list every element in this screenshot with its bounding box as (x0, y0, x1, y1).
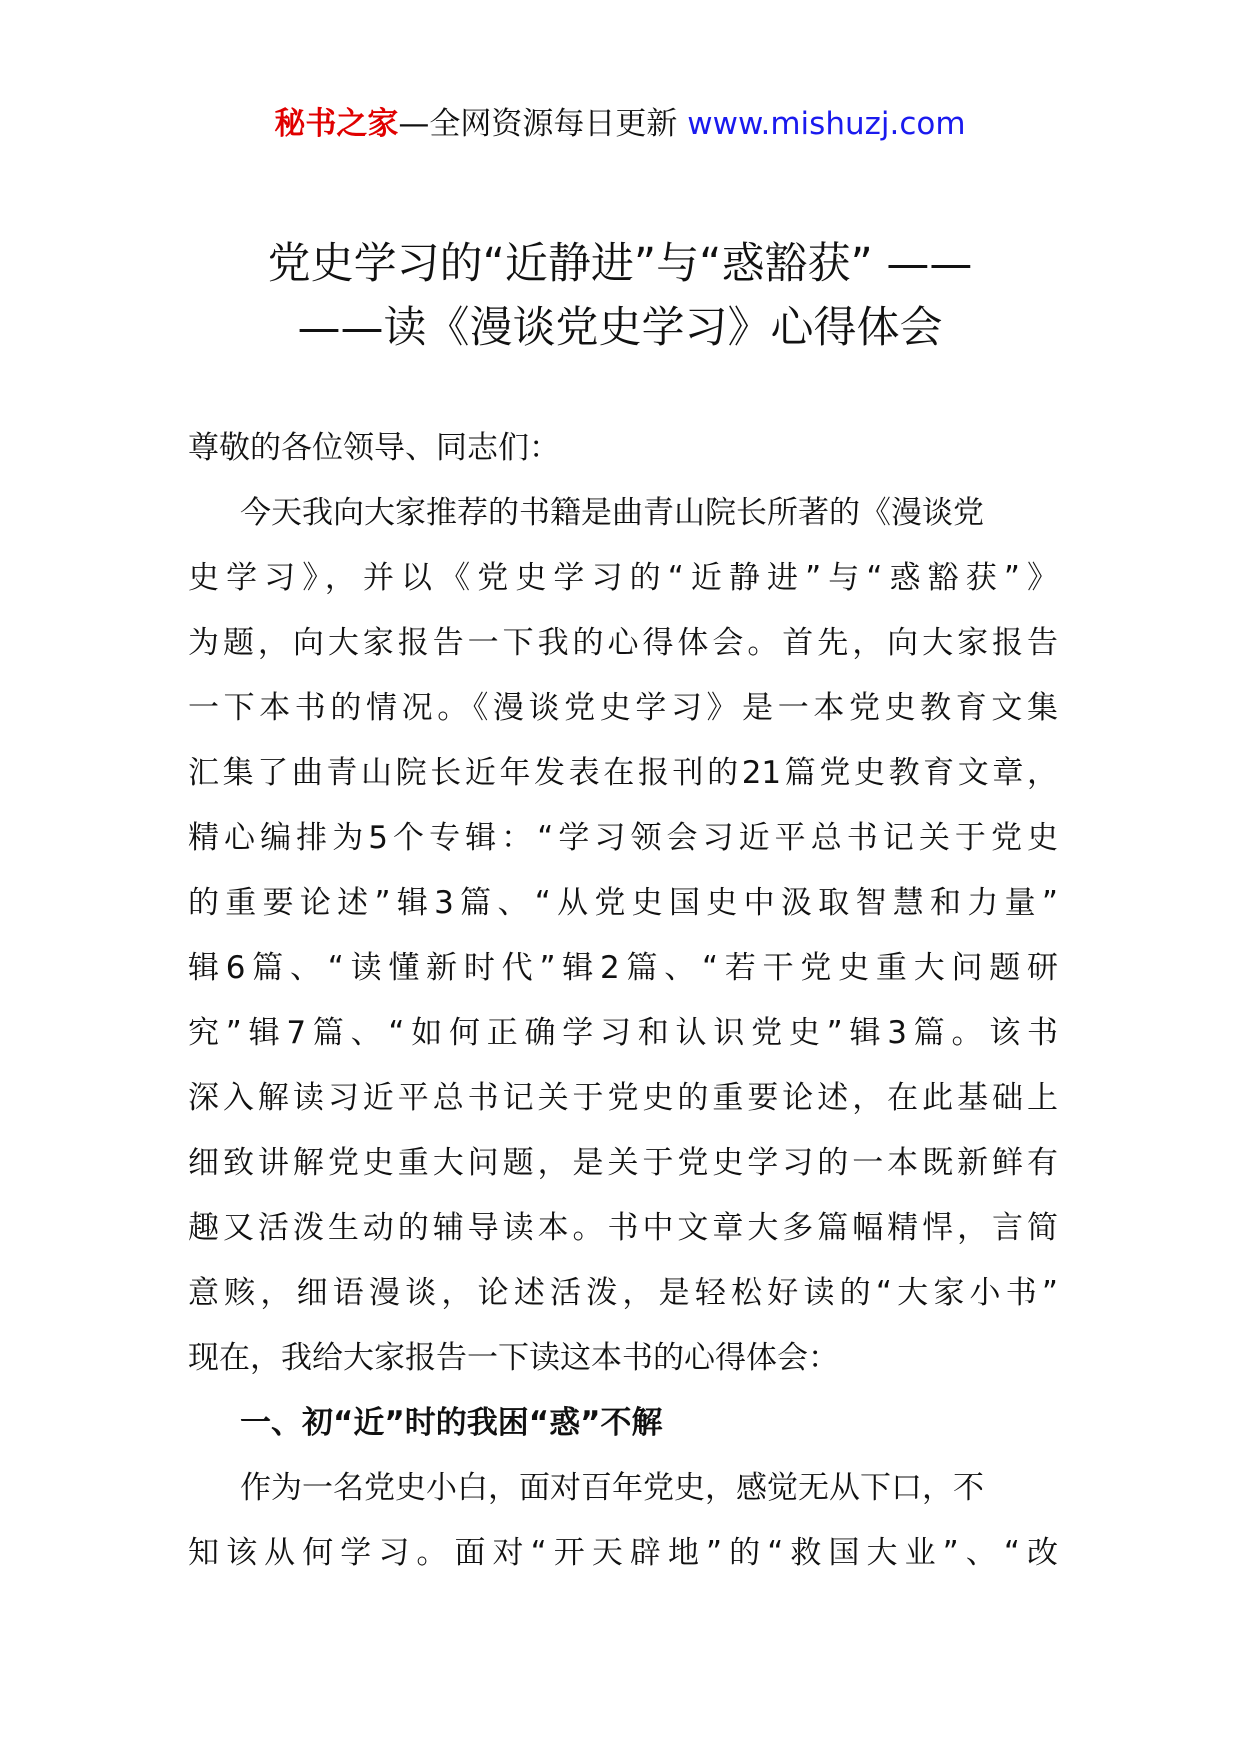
section-heading-1: 一、初“近”时的我困“惑”不解 (240, 1405, 663, 1441)
document-title (0, 232, 1240, 360)
paragraph-line: 一下本书的情况。《漫谈党史学习》是一本党史教育文集 (188, 690, 1058, 726)
paragraph-line: 知该从何学习。面对“开天辟地”的“救国大业”、“改 (188, 1535, 1058, 1571)
salutation: 尊敬的各位领导、同志们： (188, 430, 560, 466)
paragraph-line: 史学习》，并以《党史学习的“近静进”与“惑豁获”》 (188, 560, 1058, 596)
paragraph-line: 精心编排为5个专辑：“学习领会习近平总书记关于党史 (188, 820, 1058, 856)
paragraph-line: 作为一名党史小白，面对百年党史，感觉无从下口，不 (240, 1470, 984, 1506)
site-tagline: —全网资源每日更新 (398, 106, 678, 142)
title-line-2: ——读《漫谈党史学习》心得体会 (297, 303, 943, 353)
paragraph-line: 现在，我给大家报告一下读这本书的心得体会： (188, 1340, 839, 1376)
paragraph-line: 究”辑7篇、“如何正确学习和认识党史”辑3篇。该书 (188, 1015, 1058, 1051)
document-body (188, 416, 1058, 1586)
site-header (0, 102, 1240, 146)
paragraph-line: 意赅，细语漫谈，论述活泼，是轻松好读的“大家小书” (188, 1275, 1058, 1311)
paragraph-line: 今天我向大家推荐的书籍是曲青山院长所著的《漫谈党 (240, 495, 984, 531)
paragraph-line: 趣又活泼生动的辅导读本。书中文章大多篇幅精悍，言简 (188, 1210, 1058, 1246)
paragraph-1 (188, 481, 1058, 1391)
site-brand: 秘书之家 (274, 106, 399, 142)
site-url-link[interactable]: www.mishuzj.com (687, 106, 966, 142)
title-line-1: 党史学习的“近静进”与“惑豁获” —— (267, 239, 973, 289)
paragraph-line: 细致讲解党史重大问题，是关于党史学习的一本既新鲜有 (188, 1145, 1058, 1181)
paragraph-line: 的重要论述”辑3篇、“从党史国史中汲取智慧和力量” (188, 885, 1058, 921)
paragraph-line: 深入解读习近平总书记关于党史的重要论述，在此基础上 (188, 1080, 1058, 1116)
paragraph-line: 辑6篇、“读懂新时代”辑2篇、“若干党史重大问题研 (188, 950, 1058, 986)
paragraph-line: 汇集了曲青山院长近年发表在报刊的21篇党史教育文章， (188, 755, 1058, 791)
paragraph-line: 为题，向大家报告一下我的心得体会。首先，向大家报告 (188, 625, 1058, 661)
paragraph-2 (188, 1456, 1058, 1586)
